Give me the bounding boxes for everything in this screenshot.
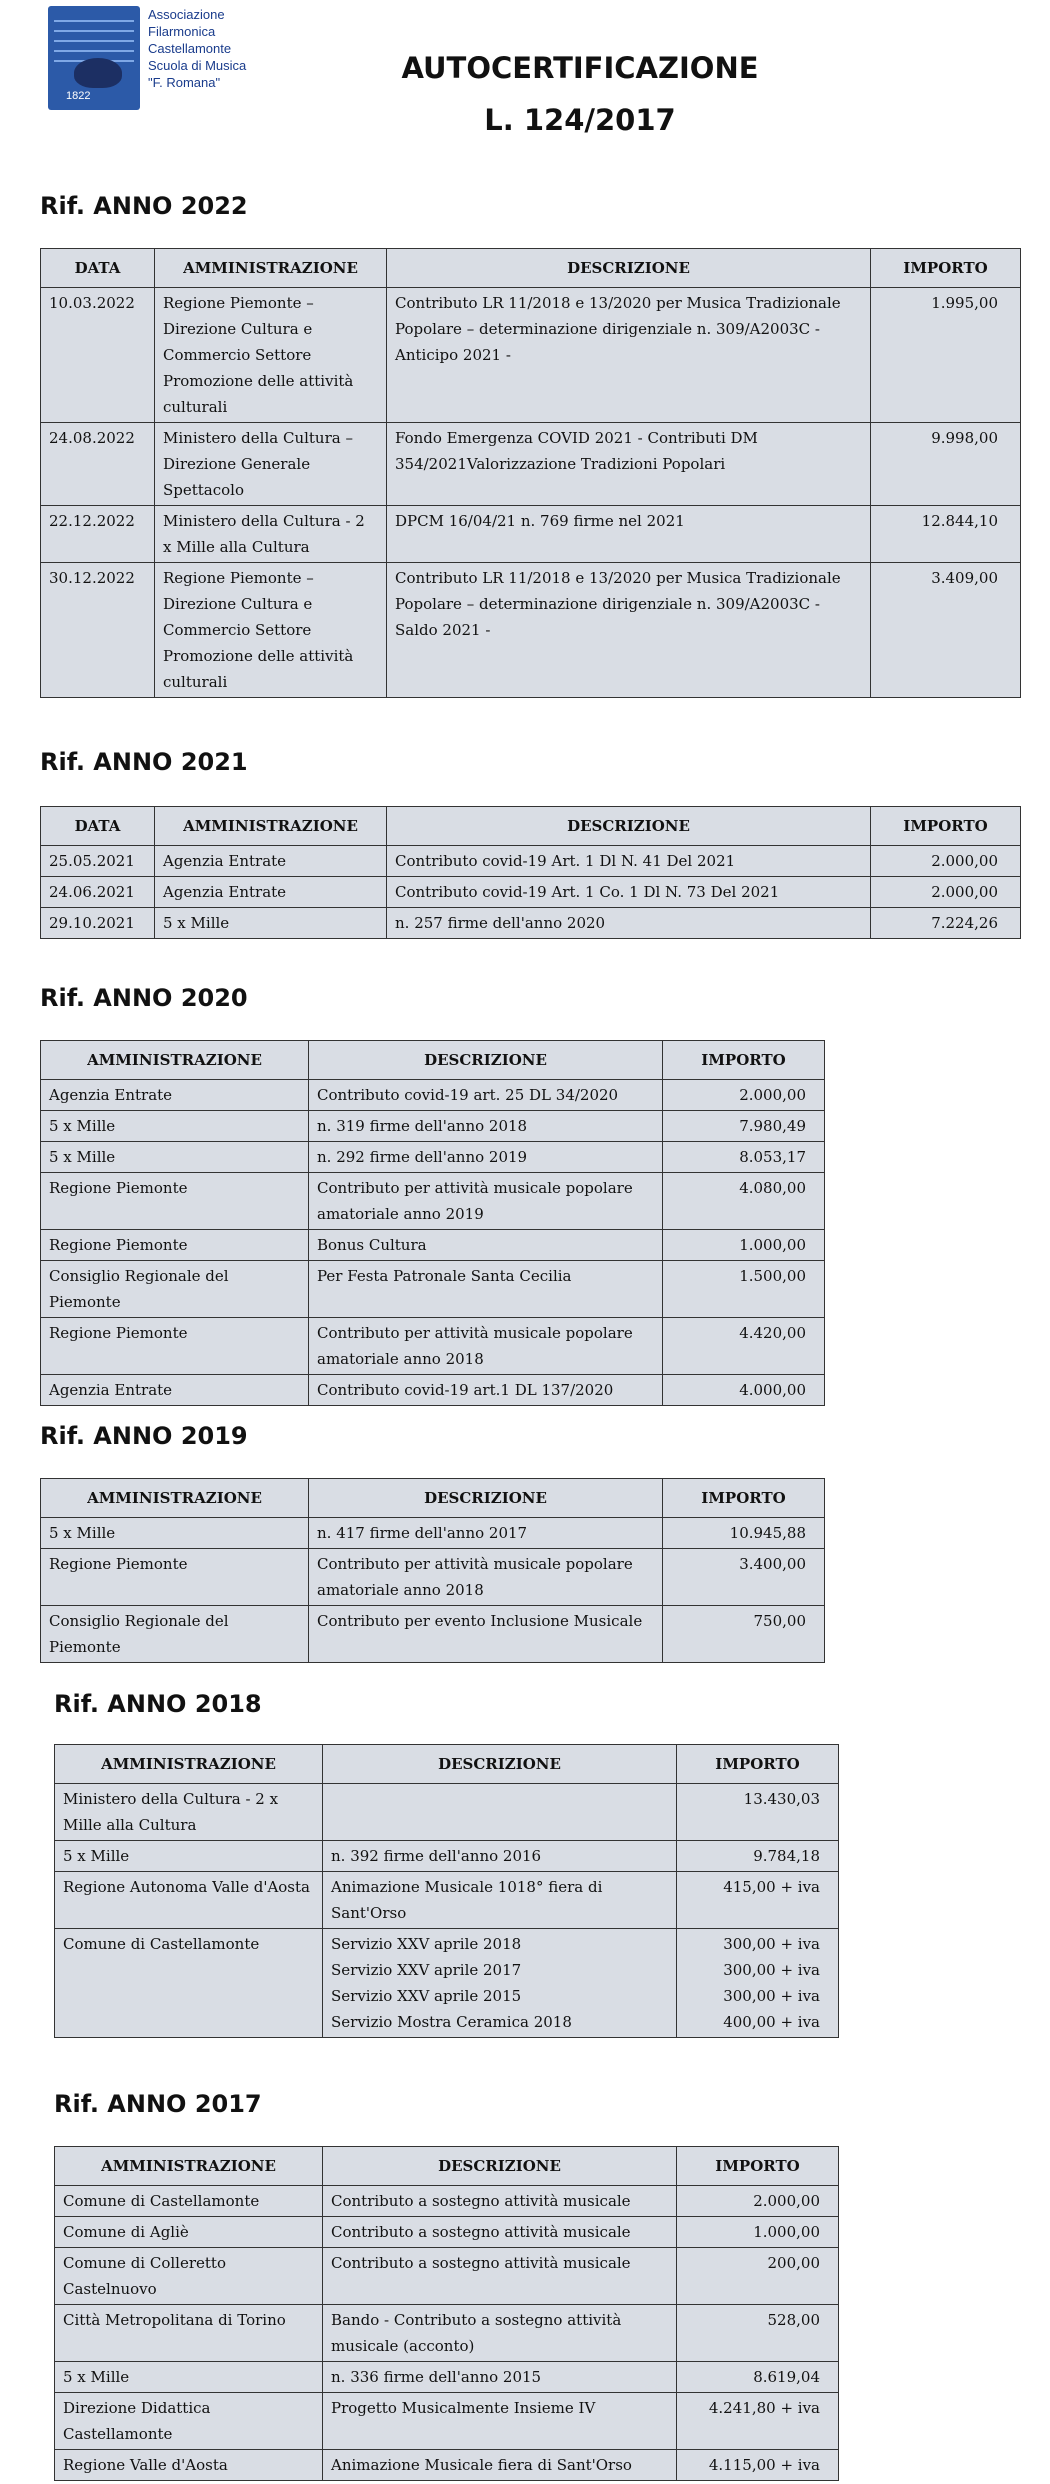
cell-descrizione: Contributo per attività musicale popolare amatoriale anno 2019 (309, 1173, 663, 1230)
table-row (41, 1261, 825, 1318)
col-header-descrizione: DESCRIZIONE (387, 249, 871, 288)
cell-amministrazione: 5 x Mille (41, 1111, 309, 1142)
cell-importo: 528,00 (677, 2305, 839, 2362)
table-row (41, 1318, 825, 1375)
cell-importo: 12.844,10 (871, 506, 1021, 563)
cell-importo: 10.945,88 (663, 1518, 825, 1549)
cell-importo: 4.115,00 + iva (677, 2450, 839, 2481)
cell-importo: 13.430,03 (677, 1784, 839, 1841)
table-row (41, 1142, 825, 1173)
cell-importo: 9.998,00 (871, 423, 1021, 506)
cell-importo: 7.224,26 (871, 908, 1021, 939)
table-row (55, 2450, 839, 2481)
cell-descrizione: Contributo covid-19 Art. 1 Dl N. 41 Del 2021 (387, 846, 871, 877)
cell-amministrazione: Ministero della Cultura - 2 x Mille alla Cultura (155, 506, 387, 563)
cell-amministrazione: Regione Autonoma Valle d'Aosta (55, 1872, 323, 1929)
table-row (55, 2217, 839, 2248)
table-row (41, 846, 1021, 877)
table-row (41, 908, 1021, 939)
cell-amministrazione: 5 x Mille (41, 1518, 309, 1549)
cell-descrizione: Fondo Emergenza COVID 2021 - Contributi DM 354/2021Valorizzazione Tradizioni Popolari (387, 423, 871, 506)
table-header-row (41, 807, 1021, 846)
table-row (41, 1606, 825, 1663)
table-row (41, 1230, 825, 1261)
table-row (41, 563, 1021, 698)
table-row (41, 1549, 825, 1606)
cell-importo: 7.980,49 (663, 1111, 825, 1142)
cell-descrizione: Contributo per attività musicale popolare amatoriale anno 2018 (309, 1318, 663, 1375)
table-row (55, 1929, 839, 2038)
cell-descrizione: Contributo a sostegno attività musicale (323, 2248, 677, 2305)
cell-amministrazione: Regione Piemonte – Direzione Cultura e Commercio Settore Promozione delle attività culturali (155, 288, 387, 423)
table-2019 (40, 1478, 825, 1663)
cell-importo: 2.000,00 (677, 2186, 839, 2217)
cell-amministrazione: Regione Valle d'Aosta (55, 2450, 323, 2481)
col-header-importo: IMPORTO (677, 2147, 839, 2186)
cell-descrizione: Servizio XXV aprile 2018 Servizio XXV aprile 2017 Servizio XXV aprile 2015 Servizio Mostra Ceramica 2018 (323, 1929, 677, 2038)
cell-amministrazione: Comune di Agliè (55, 2217, 323, 2248)
cell-descrizione: Per Festa Patronale Santa Cecilia (309, 1261, 663, 1318)
cell-amministrazione: Regione Piemonte – Direzione Cultura e Commercio Settore Promozione delle attività culturali (155, 563, 387, 698)
cell-importo: 2.000,00 (871, 846, 1021, 877)
cell-descrizione: Contributo per evento Inclusione Musicale (309, 1606, 663, 1663)
cell-amministrazione: 5 x Mille (155, 908, 387, 939)
cell-data: 10.03.2022 (41, 288, 155, 423)
cell-descrizione: Contributo a sostegno attività musicale (323, 2186, 677, 2217)
cell-data: 24.08.2022 (41, 423, 155, 506)
cell-amministrazione: Città Metropolitana di Torino (55, 2305, 323, 2362)
association-logo (48, 6, 348, 114)
cell-importo: 9.784,18 (677, 1841, 839, 1872)
section-title-2022: Rif. ANNO 2022 (40, 192, 248, 220)
table-2021 (40, 806, 1021, 939)
cell-amministrazione: 5 x Mille (55, 2362, 323, 2393)
table-2020 (40, 1040, 825, 1406)
cell-descrizione: Bonus Cultura (309, 1230, 663, 1261)
cell-importo: 3.409,00 (871, 563, 1021, 698)
cell-descrizione: Animazione Musicale 1018° fiera di Sant'Orso (323, 1872, 677, 1929)
cell-descrizione: Contributo per attività musicale popolare amatoriale anno 2018 (309, 1549, 663, 1606)
cell-amministrazione: Direzione Didattica Castellamonte (55, 2393, 323, 2450)
table-row (55, 2362, 839, 2393)
cell-importo: 1.500,00 (663, 1261, 825, 1318)
cell-amministrazione: Regione Piemonte (41, 1230, 309, 1261)
table-2018 (54, 1744, 839, 2038)
section-title-2020: Rif. ANNO 2020 (40, 984, 248, 1012)
cell-importo: 8.619,04 (677, 2362, 839, 2393)
cell-amministrazione: Consiglio Regionale del Piemonte (41, 1606, 309, 1663)
cell-amministrazione: Agenzia Entrate (155, 877, 387, 908)
cell-descrizione: Animazione Musicale fiera di Sant'Orso (323, 2450, 677, 2481)
table-row (41, 1375, 825, 1406)
cell-descrizione: Bando - Contributo a sostegno attività musicale (acconto) (323, 2305, 677, 2362)
col-header-importo: IMPORTO (663, 1479, 825, 1518)
cell-descrizione (323, 1784, 677, 1841)
document-title: AUTOCERTIFICAZIONE L. 124/2017 (401, 51, 759, 137)
cell-data: 29.10.2021 (41, 908, 155, 939)
table-row (55, 2393, 839, 2450)
cell-descrizione: Contributo LR 11/2018 e 13/2020 per Musica Tradizionale Popolare – determinazione dirigenziale n. 309/A2003C - Saldo 2021 - (387, 563, 871, 698)
col-header-descrizione: DESCRIZIONE (387, 807, 871, 846)
cell-descrizione: Contributo covid-19 Art. 1 Co. 1 Dl N. 73 Del 2021 (387, 877, 871, 908)
cell-descrizione: n. 336 firme dell'anno 2015 (323, 2362, 677, 2393)
table-row (55, 1784, 839, 1841)
table-header-row (55, 2147, 839, 2186)
col-header-amministrazione: AMMINISTRAZIONE (155, 807, 387, 846)
cell-importo: 750,00 (663, 1606, 825, 1663)
section-title-2018: Rif. ANNO 2018 (54, 1690, 262, 1718)
cell-descrizione: n. 392 firme dell'anno 2016 (323, 1841, 677, 1872)
cell-amministrazione: Regione Piemonte (41, 1549, 309, 1606)
table-row (41, 1080, 825, 1111)
col-header-descrizione: DESCRIZIONE (323, 2147, 677, 2186)
table-2017 (54, 2146, 839, 2481)
cell-importo: 8.053,17 (663, 1142, 825, 1173)
cell-data: 24.06.2021 (41, 877, 155, 908)
cell-amministrazione: Regione Piemonte (41, 1173, 309, 1230)
cell-descrizione: n. 257 firme dell'anno 2020 (387, 908, 871, 939)
col-header-amministrazione: AMMINISTRAZIONE (55, 1745, 323, 1784)
cell-amministrazione: Comune di Colleretto Castelnuovo (55, 2248, 323, 2305)
cell-amministrazione: Agenzia Entrate (155, 846, 387, 877)
logo-emblem-icon: 1822 (48, 6, 140, 110)
table-row (41, 1173, 825, 1230)
cell-importo: 4.080,00 (663, 1173, 825, 1230)
section-title-2019: Rif. ANNO 2019 (40, 1422, 248, 1450)
col-header-amministrazione: AMMINISTRAZIONE (55, 2147, 323, 2186)
table-row (55, 2248, 839, 2305)
cell-importo: 300,00 + iva 300,00 + iva 300,00 + iva 400,00 + iva (677, 1929, 839, 2038)
cell-amministrazione: Ministero della Cultura - 2 x Mille alla Cultura (55, 1784, 323, 1841)
col-header-amministrazione: AMMINISTRAZIONE (155, 249, 387, 288)
table-row (41, 288, 1021, 423)
table-header-row (55, 1745, 839, 1784)
table-header-row (41, 1479, 825, 1518)
col-header-data: DATA (41, 807, 155, 846)
col-header-importo: IMPORTO (663, 1041, 825, 1080)
section-title-2021: Rif. ANNO 2021 (40, 748, 248, 776)
table-row (41, 506, 1021, 563)
cell-amministrazione: Comune di Castellamonte (55, 1929, 323, 2038)
cell-importo: 1.995,00 (871, 288, 1021, 423)
table-row (41, 877, 1021, 908)
cell-descrizione: Contributo a sostegno attività musicale (323, 2217, 677, 2248)
cell-amministrazione: 5 x Mille (41, 1142, 309, 1173)
table-row (55, 2186, 839, 2217)
cell-amministrazione: Regione Piemonte (41, 1318, 309, 1375)
cell-descrizione: Contributo covid-19 art. 25 DL 34/2020 (309, 1080, 663, 1111)
cell-importo: 200,00 (677, 2248, 839, 2305)
table-row (55, 1872, 839, 1929)
logo-text: Associazione Filarmonica Castellamonte Scuola di Musica "F. Romana" (148, 7, 247, 90)
cell-importo: 415,00 + iva (677, 1872, 839, 1929)
table-header-row (41, 1041, 825, 1080)
col-header-data: DATA (41, 249, 155, 288)
cell-descrizione: n. 417 firme dell'anno 2017 (309, 1518, 663, 1549)
cell-importo: 1.000,00 (663, 1230, 825, 1261)
table-row (41, 423, 1021, 506)
table-row (41, 1518, 825, 1549)
col-header-descrizione: DESCRIZIONE (309, 1041, 663, 1080)
cell-amministrazione: Consiglio Regionale del Piemonte (41, 1261, 309, 1318)
cell-data: 22.12.2022 (41, 506, 155, 563)
col-header-descrizione: DESCRIZIONE (309, 1479, 663, 1518)
col-header-importo: IMPORTO (677, 1745, 839, 1784)
cell-amministrazione: Agenzia Entrate (41, 1375, 309, 1406)
table-row (41, 1111, 825, 1142)
table-header-row (41, 249, 1021, 288)
col-header-descrizione: DESCRIZIONE (323, 1745, 677, 1784)
section-title-2017: Rif. ANNO 2017 (54, 2090, 262, 2118)
cell-descrizione: Contributo LR 11/2018 e 13/2020 per Musica Tradizionale Popolare – determinazione dirigenziale n. 309/A2003C - Anticipo 2021 - (387, 288, 871, 423)
cell-descrizione: n. 292 firme dell'anno 2019 (309, 1142, 663, 1173)
cell-amministrazione: Ministero della Cultura – Direzione Generale Spettacolo (155, 423, 387, 506)
cell-importo: 4.241,80 + iva (677, 2393, 839, 2450)
col-header-amministrazione: AMMINISTRAZIONE (41, 1479, 309, 1518)
cell-importo: 2.000,00 (871, 877, 1021, 908)
cell-data: 30.12.2022 (41, 563, 155, 698)
col-header-amministrazione: AMMINISTRAZIONE (41, 1041, 309, 1080)
cell-descrizione: n. 319 firme dell'anno 2018 (309, 1111, 663, 1142)
table-row (55, 2305, 839, 2362)
table-row (55, 1841, 839, 1872)
cell-descrizione: Progetto Musicalmente Insieme IV (323, 2393, 677, 2450)
cell-amministrazione: Comune di Castellamonte (55, 2186, 323, 2217)
cell-importo: 4.420,00 (663, 1318, 825, 1375)
col-header-importo: IMPORTO (871, 807, 1021, 846)
cell-descrizione: DPCM 16/04/21 n. 769 firme nel 2021 (387, 506, 871, 563)
cell-descrizione: Contributo covid-19 art.1 DL 137/2020 (309, 1375, 663, 1406)
cell-importo: 1.000,00 (677, 2217, 839, 2248)
cell-data: 25.05.2021 (41, 846, 155, 877)
cell-importo: 2.000,00 (663, 1080, 825, 1111)
cell-amministrazione: 5 x Mille (55, 1841, 323, 1872)
cell-importo: 4.000,00 (663, 1375, 825, 1406)
col-header-importo: IMPORTO (871, 249, 1021, 288)
cell-importo: 3.400,00 (663, 1549, 825, 1606)
cell-amministrazione: Agenzia Entrate (41, 1080, 309, 1111)
table-2022 (40, 248, 1021, 698)
